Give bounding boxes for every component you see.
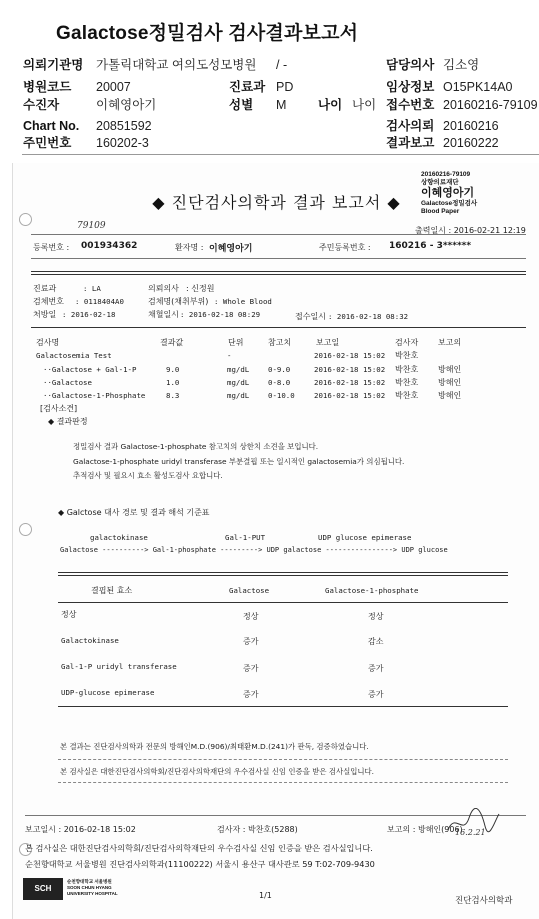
- signature-date: 16.2.21: [455, 828, 486, 837]
- rule: [31, 271, 526, 272]
- row-test-name: ··Galactose + Gal-1-P: [43, 365, 137, 374]
- pathway-chain: Galactose ----------> Gal-1-phosphate ---------> UDP galactose ----------------> UDP glucose: [60, 546, 448, 554]
- value-institution: 가톨릭대학교 여의도성모병원: [96, 58, 257, 72]
- row-unit: mg/dL: [227, 378, 250, 387]
- col-result: 결과값: [160, 338, 184, 347]
- row-unit: mg/dL: [227, 365, 250, 374]
- label-rrn: 주민번호: [23, 136, 72, 150]
- remark-label: [검사소견]: [40, 404, 78, 413]
- row-result: 8.3: [166, 391, 180, 400]
- value-report-date: 20160222: [443, 136, 499, 150]
- judgement-line: 정밀검사 결과 Galactose-1-phosphate 참고치의 상한치 소견을 보입니다.: [73, 442, 319, 451]
- value-rrn: 160202-3: [96, 136, 149, 150]
- label-report-date: 결과보고: [386, 136, 435, 150]
- rrn-value: 160216 - 3******: [389, 241, 472, 251]
- row-tech: 박찬호: [395, 351, 419, 360]
- enzyme-epimerase: UDP glucose epimerase: [318, 533, 412, 542]
- value-accession-no: 20160216-79109: [443, 98, 538, 112]
- footer-doctor: 보고의 : 방해인(906): [387, 825, 463, 834]
- col-reference: 참고치: [268, 338, 292, 347]
- value-doctor: 김소영: [443, 58, 480, 72]
- judgement-title: ◆ 결과판정: [48, 417, 88, 426]
- enzyme-col-gal1p: Galactose-1-phosphate: [325, 586, 419, 595]
- col-test-name: 검사명: [36, 338, 60, 347]
- stamp-test-name: Galactose정밀검사: [421, 200, 478, 207]
- rule: [31, 274, 526, 275]
- dept-label: 진료과: [33, 284, 57, 293]
- header-row-patient: [0, 95, 539, 115]
- logo-line: 순천향대학교 서울병원: [67, 879, 112, 884]
- stamp-patient-name: 이혜영아기: [421, 187, 475, 199]
- galactose-level: 정상: [243, 612, 259, 621]
- value-request-date: 20160216: [443, 119, 499, 133]
- doctor-value: : 신정원: [186, 284, 215, 293]
- rule: [58, 572, 508, 573]
- header-row-hospital-code: [0, 77, 539, 97]
- header-row-rrn: [0, 133, 539, 153]
- header-divider: [22, 154, 539, 155]
- pathway-title: ◆ Galctose 대사 경로 및 결과 해석 기준표: [58, 508, 210, 517]
- galactose-level: 증가: [243, 664, 259, 673]
- row-unit: mg/dL: [227, 391, 250, 400]
- rule: [31, 258, 526, 259]
- enzyme-name: 정상: [61, 610, 77, 619]
- row-doctor: 방해인: [438, 391, 462, 400]
- label-department: 진료과: [229, 80, 266, 94]
- col-reporting-doctor: 보고의: [438, 338, 462, 347]
- stamp-foundation: 상향의료재단: [421, 179, 459, 186]
- enzyme-gal1put: Gal-1-PUT: [225, 533, 266, 542]
- row-reference: 0-8.0: [268, 378, 291, 387]
- row-doctor: 방해인: [438, 378, 462, 387]
- row-result: 1.0: [166, 378, 180, 387]
- enzyme-name: Galactokinase: [61, 636, 119, 645]
- reg-label: 등록번호 :: [33, 243, 70, 252]
- label-age: 나이: [318, 98, 343, 112]
- enzyme-name: Gal-1-P uridyl transferase: [61, 662, 177, 671]
- page-number: 1/1: [259, 891, 272, 900]
- row-reference: 0-9.0: [268, 365, 291, 374]
- row-result: 9.0: [166, 365, 180, 374]
- label-hospital-code: 병원코드: [23, 80, 72, 94]
- dashed-rule: [58, 759, 508, 760]
- dashed-rule: [58, 782, 508, 783]
- row-date: 2016-02-18 15:02: [314, 351, 386, 360]
- galactose-level: 증가: [243, 637, 259, 646]
- enzyme-galactokinase: galactokinase: [90, 533, 148, 542]
- confirm-text: 본 결과는 진단검사의학과 전문의 방해인M.D.(906)/최태환M.D.(241)가 판독, 검증하였습니다.: [60, 742, 369, 751]
- doctor-label: 의뢰의사: [148, 284, 179, 293]
- footer-technician: 검사자 : 박찬호(5288): [217, 825, 298, 834]
- row-test-name: ··Galactose-1-Phosphate: [43, 391, 146, 400]
- row-doctor: 방해인: [438, 365, 462, 374]
- label-chart-no: Chart No.: [23, 119, 80, 133]
- punch-hole-icon: [19, 213, 32, 226]
- row-date: 2016-02-18 15:02: [314, 365, 386, 374]
- cert-text: 본 검사실은 대한진단검사의학회/진단검사의학재단의 우수검사실 신임 인증을 받은 검사실입니다.: [60, 767, 375, 776]
- label-request-date: 검사의뢰: [386, 119, 435, 133]
- label-patient: 수진자: [23, 98, 60, 112]
- gal1p-level: 증가: [368, 690, 384, 699]
- punch-hole-icon: [19, 523, 32, 536]
- value-patient: 이혜영아기: [96, 98, 157, 112]
- enzyme-col-galactose: Galactose: [229, 586, 270, 595]
- hospital-logo: SCH: [23, 878, 63, 900]
- row-reference: 0-10.0: [268, 391, 295, 400]
- logo-line: UNIVERSITY HOSPITAL: [67, 891, 118, 896]
- footer-department: 진단검사의학과: [455, 896, 513, 906]
- collect-value: : 2016-02-18 08:29: [180, 310, 261, 319]
- patient-label: 환자명 :: [175, 243, 204, 252]
- specimen-value: : Whole Blood: [214, 297, 272, 306]
- order-value: : 2016-02-18: [62, 310, 116, 319]
- footer-address: 순천향대학교 서울병원 진단검사의학과(11100222) 서울시 용산구 대사관로 59 T:02-709-9430: [25, 859, 375, 869]
- handwritten-number: 79109: [77, 221, 106, 231]
- label-accession-no: 접수번호: [386, 98, 435, 112]
- enzyme-col-deficient: 결핍된 효소: [91, 586, 133, 595]
- receive-label: 접수일시: [295, 312, 326, 321]
- rule: [58, 602, 508, 603]
- row-unit: -: [227, 351, 232, 360]
- footer-cert: 본 검사실은 대한진단검사의학회/진단검사의학재단의 우수검사실 신임 인증을 받은 검사실입니다.: [25, 843, 373, 853]
- col-technician: 검사자: [395, 338, 419, 347]
- hospital-logo-text: [67, 879, 118, 897]
- specno-label: 검체번호: [33, 297, 64, 306]
- order-label: 처방일: [33, 310, 57, 319]
- stamp-accession: 20160216-79109: [421, 171, 471, 178]
- judgement-line: Galactose-1-phosphate uridyl transferase 부분결핍 또는 일시적인 galactosemia가 의심됩니다.: [73, 457, 405, 466]
- footer-report-date: 보고일시 : 2016-02-18 15:02: [25, 825, 136, 834]
- report-title: Galactose정밀검사 검사결과보고서: [56, 23, 359, 44]
- rule: [31, 234, 526, 235]
- patient-name: 이혜영아기: [209, 244, 253, 254]
- value-chart-no: 20851592: [96, 119, 152, 133]
- rule: [58, 575, 508, 576]
- scanned-report-paper: [12, 163, 539, 919]
- gal1p-level: 감소: [368, 637, 384, 646]
- row-test-name: ··Galactose: [43, 378, 92, 387]
- header-row-institution: [0, 55, 539, 75]
- row-tech: 박찬호: [395, 378, 419, 387]
- collect-label: 채혈일시: [148, 310, 179, 319]
- row-tech: 박찬호: [395, 365, 419, 374]
- label-institution: 의뢰기관명: [23, 58, 84, 72]
- judgement-line: 추적검사 및 필요시 효소 활성도검사 요합니다.: [73, 471, 223, 480]
- row-date: 2016-02-18 15:02: [314, 378, 386, 387]
- col-report-date: 보고일: [316, 338, 340, 347]
- signature-icon: [443, 808, 503, 838]
- dept-value: : LA: [83, 284, 101, 293]
- label-doctor: 담당의사: [386, 58, 435, 72]
- paper-title: ◆ 진단검사의학과 결과 보고서 ◆: [152, 193, 401, 212]
- row-test-name: Galactosemia Test: [36, 351, 112, 360]
- label-clinical-info: 임상정보: [386, 80, 435, 94]
- rrn-label: 주민등록번호 :: [319, 243, 371, 252]
- label-sex: 성별: [229, 98, 254, 112]
- galactose-level: 증가: [243, 690, 259, 699]
- rule: [31, 327, 526, 328]
- specimen-label: 검체명(채취부위): [148, 297, 209, 306]
- output-time: 출력일시 : 2016-02-21 12:19: [415, 226, 526, 235]
- row-date: 2016-02-18 15:02: [314, 391, 386, 400]
- value-institution-extra: / -: [276, 58, 288, 72]
- stamp-specimen-type: Blood Paper: [421, 208, 460, 215]
- logo-line: SOON CHUN HYANG: [67, 885, 112, 890]
- row-tech: 박찬호: [395, 391, 419, 400]
- rule: [58, 706, 508, 707]
- value-age: 나이: [352, 98, 377, 112]
- value-department: PD: [276, 80, 294, 94]
- reg-number: 001934362: [81, 241, 138, 251]
- receive-value: : 2016-02-18 08:32: [328, 312, 409, 321]
- enzyme-name: UDP-glucose epimerase: [61, 688, 155, 697]
- col-unit: 단위: [228, 338, 244, 347]
- gal1p-level: 증가: [368, 664, 384, 673]
- value-clinical-info: O15PK14A0: [443, 80, 513, 94]
- value-hospital-code: 20007: [96, 80, 131, 94]
- specno-value: : 0118404A0: [75, 297, 124, 306]
- value-sex: M: [276, 98, 287, 112]
- gal1p-level: 정상: [368, 612, 384, 621]
